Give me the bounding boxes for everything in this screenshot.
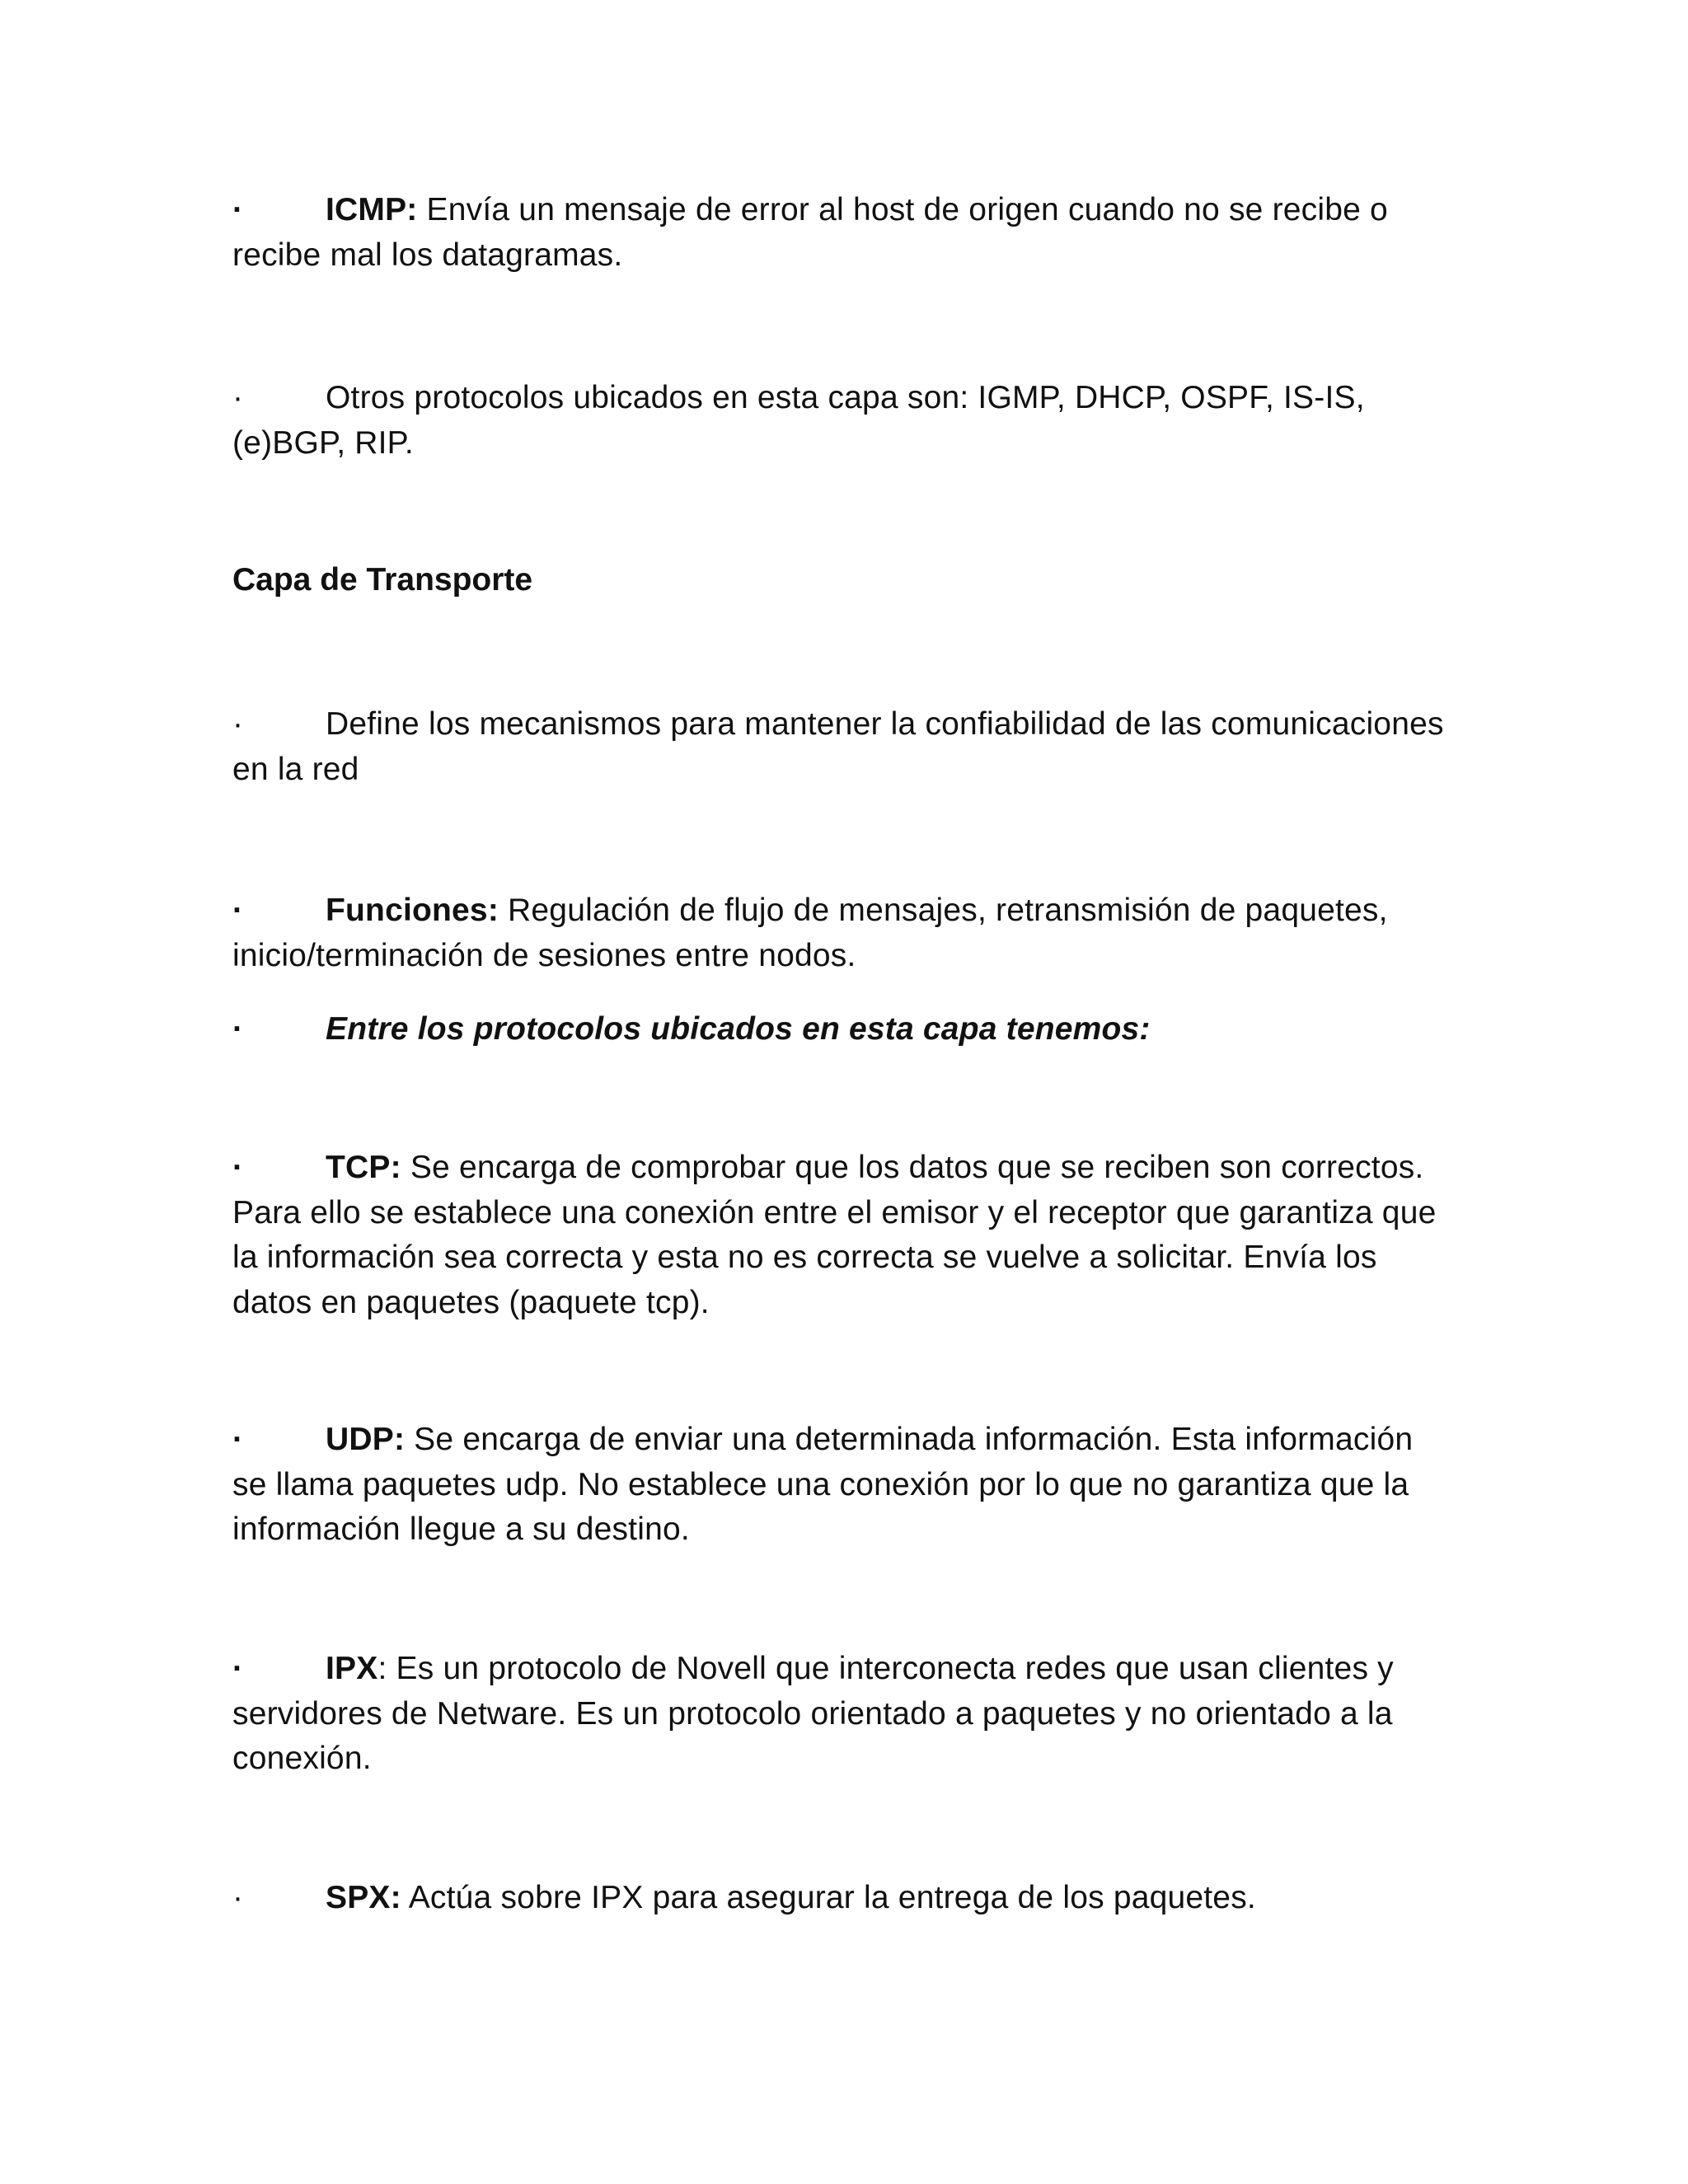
text-udp: Se encarga de enviar una determinada información. Esta información se llama paquetes udp. No establece una conexión por lo que no garantiza que la información llegue a su destino. (232, 1422, 1414, 1547)
bullet: · (232, 706, 244, 742)
term-udp: UDP: (326, 1422, 406, 1457)
paragraph-tcp (232, 1146, 1452, 1325)
bullet: · (232, 1011, 244, 1047)
term-ipx: IPX (326, 1651, 378, 1686)
paragraph-otros (232, 376, 1452, 466)
text-funciones: Regulación de flujo de mensajes, retransmisión de paquetes, inicio/terminación de sesiones entre nodos. (232, 893, 1388, 973)
bullet: · (232, 192, 244, 227)
bullet: · (232, 893, 244, 928)
text-tcp: Se encarga de comprobar que los datos que se reciben son correctos. Para ello se establece una conexión entre el emisor y el receptor que garantiza que la información sea correcta y esta no es correcta se vuelve a solicitar. Envía los datos en paquetes (paquete tcp). (232, 1150, 1437, 1320)
term-funciones: Funciones: (326, 893, 499, 928)
bullet: · (232, 1651, 244, 1686)
term-spx: SPX: (326, 1880, 401, 1915)
paragraph-spx (232, 1876, 1452, 1921)
bullet: · (232, 1150, 244, 1185)
paragraph-udp (232, 1418, 1452, 1553)
bullet: · (232, 1880, 244, 1915)
bullet: · (232, 380, 244, 415)
text-entre: Entre los protocolos ubicados en esta capa tenemos: (326, 1011, 1151, 1047)
paragraph-funciones (232, 888, 1452, 978)
text-ipx: : Es un protocolo de Novell que interconecta redes que usan clientes y servidores de Netware. Es un protocolo orientado a paquetes y no orientado a la conexión. (232, 1651, 1394, 1776)
text-otros: Otros protocolos ubicados en esta capa son: IGMP, DHCP, OSPF, IS-IS, (e)BGP, RIP. (232, 380, 1365, 461)
paragraph-entre (232, 1007, 1452, 1052)
paragraph-ipx (232, 1647, 1452, 1782)
term-tcp: TCP: (326, 1150, 401, 1185)
term-icmp: ICMP: (326, 192, 418, 227)
paragraph-icmp (232, 188, 1452, 278)
bullet: · (232, 1422, 244, 1457)
text-spx: Actúa sobre IPX para asegurar la entrega de los paquetes. (401, 1880, 1256, 1915)
text-define: Define los mecanismos para mantener la confiabilidad de las comunicaciones en la red (232, 706, 1444, 787)
paragraph-define (232, 702, 1452, 792)
section-heading: Capa de Transporte (232, 562, 533, 598)
text-icmp: Envía un mensaje de error al host de origen cuando no se recibe o recibe mal los datagramas. (232, 192, 1388, 273)
